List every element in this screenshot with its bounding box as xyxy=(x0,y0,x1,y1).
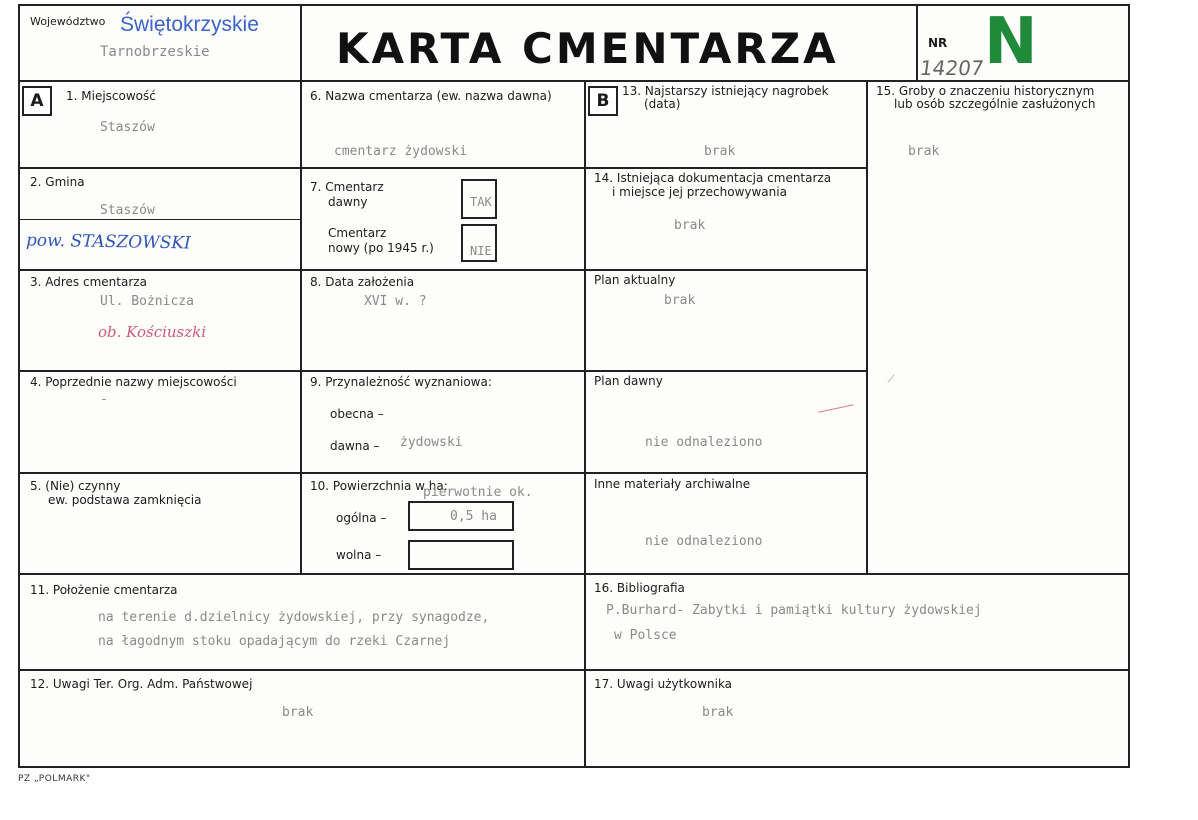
field-9-obecna: obecna – xyxy=(330,407,384,421)
rule-left xyxy=(18,4,20,768)
inne-materialy-label: Inne materiały archiwalne xyxy=(594,477,751,491)
field-2-label: 2. Gmina xyxy=(30,175,85,189)
field-7-label-cmentarz-nowy: Cmentarz xyxy=(328,226,387,240)
field-17-label: 17. Uwagi użytkownika xyxy=(594,677,733,691)
plan-aktualny-label: Plan aktualny xyxy=(594,273,676,287)
field-10-note: pierwotnie ok. xyxy=(423,485,533,500)
nr-label: NR xyxy=(928,36,948,50)
wojewodztwo-typed: Tarnobrzeskie xyxy=(100,44,210,60)
field-7-label: 7. Cmentarz xyxy=(310,180,384,194)
page-title: KARTA CMENTARZA xyxy=(336,24,839,73)
rule-col1-r1 xyxy=(18,167,300,169)
field-13-value: brak xyxy=(704,144,736,159)
section-b-marker: B xyxy=(588,86,618,116)
field-10-label: 10. Powierzchnia w ha: xyxy=(310,479,448,493)
rule-col3-r1 xyxy=(584,167,866,169)
rule-col3-r4 xyxy=(584,472,866,474)
rule-gmina-split xyxy=(18,219,300,220)
field-4-value: - xyxy=(100,392,108,407)
pen-mark-gray xyxy=(887,374,894,382)
rule-col1-r3 xyxy=(18,370,300,372)
pen-mark-pink xyxy=(818,404,853,412)
field-11-value-1: na terenie d.dzielnicy żydowskiej, przy synagodze, xyxy=(98,610,490,625)
rule-row11-top xyxy=(18,573,1130,575)
nr-handwritten: 14207 xyxy=(918,56,986,80)
field-6-label: 6. Nazwa cmentarza (ew. nazwa dawna) xyxy=(310,89,552,103)
field-17-value: brak xyxy=(702,705,734,720)
field-12-value: brak xyxy=(282,705,314,720)
field-10-wolna-box[interactable] xyxy=(408,540,514,570)
field-1-value: Staszów xyxy=(100,120,155,135)
cemetery-card xyxy=(18,4,1130,768)
field-8-value: XVI w. ? xyxy=(364,294,427,309)
wojewodztwo-label: Województwo xyxy=(30,15,106,28)
field-10-ogolna-value: 0,5 ha xyxy=(450,509,497,524)
field-9-dawna: dawna – xyxy=(330,439,380,453)
field-8-label: 8. Data założenia xyxy=(310,275,415,289)
rule-header-left xyxy=(300,4,302,80)
field-1-label: 1. Miejscowość xyxy=(66,89,156,103)
field-7-label-nowy: nowy (po 1945 r.) xyxy=(328,241,434,255)
wojewodztwo-stamp: Świętokrzyskie xyxy=(120,13,259,36)
field-3-handwritten: ob. Kościuszki xyxy=(98,323,207,341)
rule-header-bottom xyxy=(18,80,1130,82)
section-a-marker: A xyxy=(22,86,52,116)
field-16-value-1: P.Burhard- Zabytki i pamiątki kultury żydowskiej xyxy=(606,603,982,618)
field-13-label-2: (data) xyxy=(644,97,681,111)
rule-col2-r1 xyxy=(300,167,584,169)
field-9-label: 9. Przynależność wyznaniowa: xyxy=(310,375,492,389)
rule-col2-r4 xyxy=(300,472,584,474)
field-11-label: 11. Położenie cmentarza xyxy=(30,583,178,597)
field-15-label: 15. Groby o znaczeniu historycznym xyxy=(876,84,1095,98)
field-5-label-2: ew. podstawa zamknięcia xyxy=(48,493,202,507)
field-11-value-2: na łagodnym stoku opadającym do rzeki Czarnej xyxy=(98,634,451,649)
field-13-label: 13. Najstarszy istniejący nagrobek xyxy=(622,84,829,98)
rule-bottom xyxy=(18,766,1130,768)
field-16-label: 16. Bibliografia xyxy=(594,581,685,595)
field-3-value: Ul. Bożnicza xyxy=(100,294,194,309)
field-2-handwritten: pow. STASZOWSKI xyxy=(25,230,191,254)
field-5-label: 5. (Nie) czynny xyxy=(30,479,121,493)
rule-col2 xyxy=(584,80,586,766)
field-12-label: 12. Uwagi Ter. Org. Adm. Państwowej xyxy=(30,677,253,691)
rule-col1 xyxy=(300,80,302,573)
field-7-label-dawny: dawny xyxy=(328,195,368,209)
field-10-ogolna-label: ogólna – xyxy=(336,511,387,525)
field-16-value-2: w Polsce xyxy=(614,628,677,643)
rule-col1-r2 xyxy=(18,269,300,271)
rule-header-right xyxy=(916,4,918,80)
field-9-dawna-value: żydowski xyxy=(400,435,463,450)
rule-right xyxy=(1128,4,1130,768)
plan-dawny-value: nie odnaleziono xyxy=(645,435,763,450)
field-2-value: Staszów xyxy=(100,203,155,218)
field-14-label: 14. Istniejąca dokumentacja cmentarza xyxy=(594,171,832,185)
field-14-value: brak xyxy=(674,218,706,233)
field-10-wolna-label: wolna – xyxy=(336,548,382,562)
field-3-label: 3. Adres cmentarza xyxy=(30,275,147,289)
field-15-label-2: lub osób szczególnie zasłużonych xyxy=(894,97,1096,111)
field-4-label: 4. Poprzednie nazwy miejscowości xyxy=(30,375,237,389)
plan-aktualny-value: brak xyxy=(664,293,696,308)
plan-dawny-label: Plan dawny xyxy=(594,374,663,388)
field-7-value-dawny: TAK xyxy=(470,195,492,209)
rule-col3 xyxy=(866,80,868,573)
rule-col1-r4 xyxy=(18,472,300,474)
field-15-value: brak xyxy=(908,144,940,159)
field-14-label-2: i miejsce jej przechowywania xyxy=(612,185,787,199)
rule-col3-r3 xyxy=(584,370,866,372)
printer-imprint: PZ „POLMARK" xyxy=(18,774,91,784)
inne-materialy-value: nie odnaleziono xyxy=(645,534,763,549)
rule-col2-r3 xyxy=(300,370,584,372)
rule-top xyxy=(18,4,1130,6)
field-6-value: cmentarz żydowski xyxy=(334,144,468,159)
rule-col3-r2 xyxy=(584,269,866,271)
nr-letter: N xyxy=(984,5,1038,79)
rule-col2-r2 xyxy=(300,269,584,271)
rule-row12-top xyxy=(18,669,1130,671)
field-7-value-nowy: NIE xyxy=(470,244,492,258)
